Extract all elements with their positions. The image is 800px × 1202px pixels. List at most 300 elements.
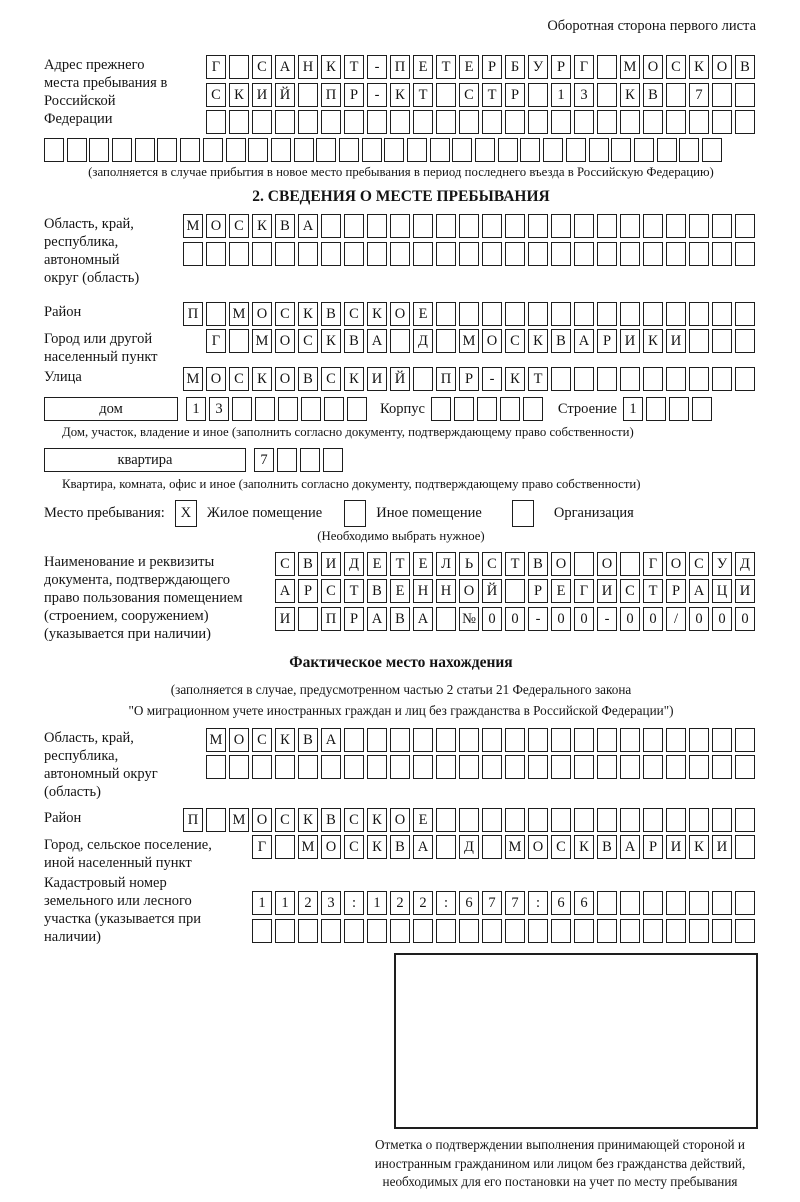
char-cell[interactable]: - bbox=[528, 607, 548, 631]
char-cell[interactable]: Р bbox=[482, 55, 502, 79]
char-cell[interactable] bbox=[229, 242, 249, 266]
char-cell[interactable] bbox=[459, 755, 479, 779]
char-cell[interactable]: П bbox=[321, 607, 341, 631]
char-cell[interactable] bbox=[735, 110, 755, 134]
char-cell[interactable] bbox=[67, 138, 87, 162]
char-cell[interactable] bbox=[321, 755, 341, 779]
char-cell[interactable]: О bbox=[712, 55, 732, 79]
char-cell[interactable] bbox=[735, 728, 755, 752]
char-cell[interactable] bbox=[666, 242, 686, 266]
char-cell[interactable] bbox=[551, 808, 571, 832]
char-cell[interactable]: О bbox=[597, 552, 617, 576]
char-cell[interactable] bbox=[275, 755, 295, 779]
char-cell[interactable] bbox=[413, 755, 433, 779]
char-cell[interactable] bbox=[505, 919, 525, 943]
char-cell[interactable] bbox=[669, 397, 689, 421]
char-cell[interactable] bbox=[482, 214, 502, 238]
char-cell[interactable] bbox=[413, 214, 433, 238]
char-cell[interactable]: Н bbox=[436, 579, 456, 603]
char-cell[interactable]: А bbox=[275, 579, 295, 603]
char-cell[interactable] bbox=[321, 214, 341, 238]
char-cell[interactable]: Д bbox=[735, 552, 755, 576]
char-cell[interactable] bbox=[459, 110, 479, 134]
char-cell[interactable]: П bbox=[183, 808, 203, 832]
char-cell[interactable]: А bbox=[321, 728, 341, 752]
char-cell[interactable]: О bbox=[390, 808, 410, 832]
char-cell[interactable]: Т bbox=[482, 83, 502, 107]
char-cell[interactable] bbox=[574, 242, 594, 266]
char-cell[interactable] bbox=[112, 138, 132, 162]
char-cell[interactable] bbox=[689, 728, 709, 752]
char-cell[interactable]: С bbox=[275, 302, 295, 326]
char-cell[interactable]: А bbox=[620, 835, 640, 859]
char-cell[interactable] bbox=[689, 891, 709, 915]
char-cell[interactable] bbox=[367, 110, 387, 134]
char-cell[interactable] bbox=[436, 242, 456, 266]
char-cell[interactable] bbox=[344, 242, 364, 266]
char-cell[interactable] bbox=[344, 214, 364, 238]
char-cell[interactable]: В bbox=[528, 552, 548, 576]
stay-type-checkbox-organization[interactable] bbox=[512, 500, 534, 527]
char-cell[interactable]: В bbox=[321, 302, 341, 326]
char-cell[interactable] bbox=[643, 808, 663, 832]
char-cell[interactable]: С bbox=[275, 808, 295, 832]
char-cell[interactable] bbox=[135, 138, 155, 162]
char-cell[interactable]: В bbox=[275, 214, 295, 238]
char-cell[interactable] bbox=[252, 110, 272, 134]
char-cell[interactable]: 3 bbox=[321, 891, 341, 915]
char-cell[interactable] bbox=[344, 919, 364, 943]
char-cell[interactable] bbox=[180, 138, 200, 162]
char-cell[interactable] bbox=[390, 214, 410, 238]
char-cell[interactable] bbox=[229, 755, 249, 779]
char-cell[interactable]: Е bbox=[551, 579, 571, 603]
char-cell[interactable] bbox=[735, 755, 755, 779]
char-cell[interactable] bbox=[666, 919, 686, 943]
char-cell[interactable]: - bbox=[597, 607, 617, 631]
char-cell[interactable]: 1 bbox=[623, 397, 643, 421]
char-cell[interactable] bbox=[505, 755, 525, 779]
char-cell[interactable]: Й bbox=[275, 83, 295, 107]
char-cell[interactable]: К bbox=[252, 367, 272, 391]
char-cell[interactable] bbox=[620, 755, 640, 779]
char-cell[interactable]: М bbox=[183, 214, 203, 238]
char-cell[interactable] bbox=[275, 919, 295, 943]
char-cell[interactable] bbox=[689, 242, 709, 266]
char-cell[interactable]: П bbox=[436, 367, 456, 391]
char-cell[interactable] bbox=[679, 138, 699, 162]
char-cell[interactable]: О bbox=[643, 55, 663, 79]
char-cell[interactable] bbox=[620, 808, 640, 832]
char-cell[interactable]: 0 bbox=[689, 607, 709, 631]
char-cell[interactable] bbox=[597, 110, 617, 134]
char-cell[interactable] bbox=[528, 808, 548, 832]
char-cell[interactable] bbox=[275, 110, 295, 134]
char-cell[interactable]: В bbox=[344, 329, 364, 353]
char-cell[interactable] bbox=[347, 397, 367, 421]
char-cell[interactable] bbox=[551, 728, 571, 752]
char-cell[interactable] bbox=[436, 919, 456, 943]
char-cell[interactable] bbox=[367, 242, 387, 266]
char-cell[interactable]: С bbox=[459, 83, 479, 107]
char-cell[interactable]: О bbox=[666, 552, 686, 576]
char-cell[interactable]: 1 bbox=[252, 891, 272, 915]
char-cell[interactable] bbox=[689, 808, 709, 832]
char-cell[interactable] bbox=[689, 329, 709, 353]
char-cell[interactable] bbox=[528, 728, 548, 752]
char-cell[interactable] bbox=[666, 367, 686, 391]
char-cell[interactable]: Л bbox=[436, 552, 456, 576]
char-cell[interactable] bbox=[735, 835, 755, 859]
char-cell[interactable] bbox=[666, 728, 686, 752]
char-cell[interactable] bbox=[298, 110, 318, 134]
char-cell[interactable]: 0 bbox=[735, 607, 755, 631]
char-cell[interactable] bbox=[712, 728, 732, 752]
char-cell[interactable]: В bbox=[367, 579, 387, 603]
char-cell[interactable]: К bbox=[321, 55, 341, 79]
char-cell[interactable] bbox=[689, 919, 709, 943]
char-cell[interactable] bbox=[666, 891, 686, 915]
char-cell[interactable]: А bbox=[574, 329, 594, 353]
char-cell[interactable] bbox=[712, 367, 732, 391]
char-cell[interactable] bbox=[643, 302, 663, 326]
char-cell[interactable]: Е bbox=[390, 579, 410, 603]
char-cell[interactable] bbox=[574, 110, 594, 134]
char-cell[interactable] bbox=[574, 552, 594, 576]
char-cell[interactable]: Т bbox=[390, 552, 410, 576]
char-cell[interactable] bbox=[482, 808, 502, 832]
char-cell[interactable] bbox=[597, 214, 617, 238]
char-cell[interactable] bbox=[206, 302, 226, 326]
char-cell[interactable] bbox=[229, 329, 249, 353]
char-cell[interactable] bbox=[206, 242, 226, 266]
char-cell[interactable]: Т bbox=[528, 367, 548, 391]
char-cell[interactable] bbox=[436, 214, 456, 238]
char-cell[interactable] bbox=[505, 579, 525, 603]
char-cell[interactable] bbox=[339, 138, 359, 162]
char-cell[interactable]: 3 bbox=[209, 397, 229, 421]
char-cell[interactable]: Р bbox=[551, 55, 571, 79]
char-cell[interactable] bbox=[505, 214, 525, 238]
char-cell[interactable] bbox=[298, 919, 318, 943]
char-cell[interactable]: М bbox=[183, 367, 203, 391]
char-cell[interactable]: А bbox=[367, 607, 387, 631]
char-cell[interactable] bbox=[390, 329, 410, 353]
char-cell[interactable]: И bbox=[620, 329, 640, 353]
char-cell[interactable] bbox=[551, 214, 571, 238]
char-cell[interactable]: 7 bbox=[505, 891, 525, 915]
char-cell[interactable] bbox=[543, 138, 563, 162]
char-cell[interactable] bbox=[551, 302, 571, 326]
char-cell[interactable]: У bbox=[712, 552, 732, 576]
char-cell[interactable]: В bbox=[321, 808, 341, 832]
char-cell[interactable]: Р bbox=[597, 329, 617, 353]
char-cell[interactable]: О bbox=[275, 329, 295, 353]
char-cell[interactable]: Т bbox=[413, 83, 433, 107]
char-cell[interactable] bbox=[89, 138, 109, 162]
char-cell[interactable] bbox=[459, 214, 479, 238]
char-cell[interactable]: С bbox=[229, 367, 249, 391]
char-cell[interactable]: Й bbox=[482, 579, 502, 603]
char-cell[interactable]: И bbox=[321, 552, 341, 576]
char-cell[interactable] bbox=[44, 138, 64, 162]
char-cell[interactable]: К bbox=[321, 329, 341, 353]
char-cell[interactable] bbox=[574, 919, 594, 943]
char-cell[interactable] bbox=[482, 835, 502, 859]
char-cell[interactable] bbox=[520, 138, 540, 162]
char-cell[interactable]: К bbox=[298, 302, 318, 326]
char-cell[interactable]: В bbox=[298, 367, 318, 391]
char-cell[interactable] bbox=[206, 110, 226, 134]
char-cell[interactable] bbox=[712, 83, 732, 107]
char-cell[interactable] bbox=[528, 755, 548, 779]
char-cell[interactable] bbox=[390, 728, 410, 752]
char-cell[interactable] bbox=[574, 755, 594, 779]
char-cell[interactable] bbox=[528, 302, 548, 326]
char-cell[interactable] bbox=[643, 891, 663, 915]
char-cell[interactable]: И bbox=[367, 367, 387, 391]
char-cell[interactable] bbox=[323, 448, 343, 472]
char-cell[interactable]: К bbox=[390, 83, 410, 107]
char-cell[interactable]: 0 bbox=[505, 607, 525, 631]
char-cell[interactable]: О bbox=[229, 728, 249, 752]
char-cell[interactable]: А bbox=[275, 55, 295, 79]
char-cell[interactable]: П bbox=[183, 302, 203, 326]
char-cell[interactable] bbox=[551, 367, 571, 391]
char-cell[interactable] bbox=[712, 110, 732, 134]
char-cell[interactable] bbox=[712, 302, 732, 326]
char-cell[interactable] bbox=[597, 808, 617, 832]
char-cell[interactable] bbox=[321, 110, 341, 134]
char-cell[interactable] bbox=[367, 728, 387, 752]
char-cell[interactable]: М bbox=[620, 55, 640, 79]
char-cell[interactable] bbox=[735, 242, 755, 266]
char-cell[interactable] bbox=[413, 242, 433, 266]
char-cell[interactable]: И bbox=[666, 329, 686, 353]
char-cell[interactable] bbox=[255, 397, 275, 421]
char-cell[interactable] bbox=[321, 919, 341, 943]
char-cell[interactable]: 2 bbox=[413, 891, 433, 915]
char-cell[interactable]: Т bbox=[643, 579, 663, 603]
char-cell[interactable]: 1 bbox=[186, 397, 206, 421]
char-cell[interactable] bbox=[482, 919, 502, 943]
char-cell[interactable] bbox=[498, 138, 518, 162]
char-cell[interactable] bbox=[597, 728, 617, 752]
char-cell[interactable] bbox=[505, 302, 525, 326]
char-cell[interactable]: О bbox=[206, 214, 226, 238]
char-cell[interactable]: К bbox=[528, 329, 548, 353]
char-cell[interactable]: Т bbox=[344, 579, 364, 603]
char-cell[interactable] bbox=[505, 728, 525, 752]
char-cell[interactable] bbox=[620, 214, 640, 238]
char-cell[interactable]: В bbox=[643, 83, 663, 107]
char-cell[interactable] bbox=[367, 919, 387, 943]
char-cell[interactable] bbox=[666, 755, 686, 779]
char-cell[interactable] bbox=[611, 138, 631, 162]
char-cell[interactable]: Р bbox=[643, 835, 663, 859]
char-cell[interactable]: В bbox=[597, 835, 617, 859]
char-cell[interactable]: Р bbox=[528, 579, 548, 603]
char-cell[interactable]: 7 bbox=[254, 448, 274, 472]
char-cell[interactable] bbox=[278, 397, 298, 421]
char-cell[interactable] bbox=[252, 242, 272, 266]
char-cell[interactable] bbox=[436, 835, 456, 859]
char-cell[interactable] bbox=[589, 138, 609, 162]
char-cell[interactable]: № bbox=[459, 607, 479, 631]
char-cell[interactable] bbox=[597, 55, 617, 79]
char-cell[interactable] bbox=[436, 302, 456, 326]
char-cell[interactable] bbox=[413, 728, 433, 752]
char-cell[interactable]: Т bbox=[505, 552, 525, 576]
char-cell[interactable] bbox=[666, 808, 686, 832]
char-cell[interactable] bbox=[430, 138, 450, 162]
char-cell[interactable] bbox=[574, 214, 594, 238]
char-cell[interactable]: / bbox=[666, 607, 686, 631]
char-cell[interactable] bbox=[735, 329, 755, 353]
char-cell[interactable]: 0 bbox=[482, 607, 502, 631]
char-cell[interactable] bbox=[482, 755, 502, 779]
char-cell[interactable] bbox=[390, 919, 410, 943]
char-cell[interactable] bbox=[298, 83, 318, 107]
char-cell[interactable] bbox=[298, 607, 318, 631]
char-cell[interactable] bbox=[459, 808, 479, 832]
char-cell[interactable]: 1 bbox=[275, 891, 295, 915]
char-cell[interactable] bbox=[275, 242, 295, 266]
char-cell[interactable] bbox=[666, 110, 686, 134]
char-cell[interactable] bbox=[344, 110, 364, 134]
char-cell[interactable]: Д bbox=[459, 835, 479, 859]
char-cell[interactable] bbox=[436, 755, 456, 779]
char-cell[interactable]: С bbox=[252, 728, 272, 752]
char-cell[interactable]: М bbox=[459, 329, 479, 353]
char-cell[interactable] bbox=[574, 367, 594, 391]
char-cell[interactable]: Р bbox=[459, 367, 479, 391]
char-cell[interactable]: Е bbox=[367, 552, 387, 576]
char-cell[interactable] bbox=[454, 397, 474, 421]
char-cell[interactable]: 0 bbox=[712, 607, 732, 631]
char-cell[interactable]: К bbox=[229, 83, 249, 107]
char-cell[interactable]: Г bbox=[574, 579, 594, 603]
char-cell[interactable] bbox=[298, 755, 318, 779]
char-cell[interactable] bbox=[324, 397, 344, 421]
char-cell[interactable]: О bbox=[252, 302, 272, 326]
char-cell[interactable]: К bbox=[620, 83, 640, 107]
char-cell[interactable] bbox=[482, 302, 502, 326]
char-cell[interactable] bbox=[523, 397, 543, 421]
char-cell[interactable]: В bbox=[298, 552, 318, 576]
char-cell[interactable] bbox=[597, 242, 617, 266]
char-cell[interactable] bbox=[597, 83, 617, 107]
char-cell[interactable] bbox=[390, 242, 410, 266]
char-cell[interactable]: Р bbox=[298, 579, 318, 603]
char-cell[interactable]: Г bbox=[574, 55, 594, 79]
char-cell[interactable] bbox=[634, 138, 654, 162]
char-cell[interactable] bbox=[477, 397, 497, 421]
char-cell[interactable] bbox=[551, 242, 571, 266]
char-cell[interactable]: К bbox=[298, 808, 318, 832]
char-cell[interactable] bbox=[702, 138, 722, 162]
char-cell[interactable]: С bbox=[551, 835, 571, 859]
char-cell[interactable]: С bbox=[620, 579, 640, 603]
char-cell[interactable] bbox=[643, 242, 663, 266]
char-cell[interactable] bbox=[206, 808, 226, 832]
char-cell[interactable] bbox=[689, 214, 709, 238]
char-cell[interactable] bbox=[413, 367, 433, 391]
char-cell[interactable]: Р bbox=[666, 579, 686, 603]
char-cell[interactable]: Ь bbox=[459, 552, 479, 576]
char-cell[interactable] bbox=[362, 138, 382, 162]
char-cell[interactable]: И bbox=[735, 579, 755, 603]
stay-type-checkbox-other[interactable] bbox=[344, 500, 366, 527]
char-cell[interactable]: 7 bbox=[482, 891, 502, 915]
char-cell[interactable] bbox=[183, 242, 203, 266]
char-cell[interactable] bbox=[301, 397, 321, 421]
char-cell[interactable] bbox=[689, 755, 709, 779]
char-cell[interactable] bbox=[620, 110, 640, 134]
char-cell[interactable] bbox=[344, 755, 364, 779]
char-cell[interactable]: С bbox=[298, 329, 318, 353]
char-cell[interactable]: К bbox=[689, 55, 709, 79]
char-cell[interactable]: И bbox=[252, 83, 272, 107]
char-cell[interactable]: П bbox=[390, 55, 410, 79]
char-cell[interactable] bbox=[689, 110, 709, 134]
char-cell[interactable]: И bbox=[597, 579, 617, 603]
char-cell[interactable]: 0 bbox=[620, 607, 640, 631]
char-cell[interactable]: С bbox=[275, 552, 295, 576]
char-cell[interactable]: В bbox=[551, 329, 571, 353]
char-cell[interactable]: С bbox=[252, 55, 272, 79]
stay-type-checkbox-residential[interactable]: X bbox=[175, 500, 197, 527]
char-cell[interactable] bbox=[390, 755, 410, 779]
char-cell[interactable]: С bbox=[344, 835, 364, 859]
char-cell[interactable]: 7 bbox=[689, 83, 709, 107]
char-cell[interactable] bbox=[597, 891, 617, 915]
char-cell[interactable]: Б bbox=[505, 55, 525, 79]
char-cell[interactable] bbox=[692, 397, 712, 421]
char-cell[interactable] bbox=[271, 138, 291, 162]
char-cell[interactable] bbox=[712, 214, 732, 238]
char-cell[interactable]: К bbox=[252, 214, 272, 238]
char-cell[interactable] bbox=[229, 55, 249, 79]
char-cell[interactable] bbox=[597, 919, 617, 943]
char-cell[interactable]: : bbox=[436, 891, 456, 915]
char-cell[interactable]: Е bbox=[459, 55, 479, 79]
char-cell[interactable]: К bbox=[505, 367, 525, 391]
char-cell[interactable]: О bbox=[459, 579, 479, 603]
char-cell[interactable] bbox=[436, 329, 456, 353]
char-cell[interactable]: С bbox=[666, 55, 686, 79]
char-cell[interactable]: К bbox=[689, 835, 709, 859]
char-cell[interactable]: 6 bbox=[574, 891, 594, 915]
char-cell[interactable]: П bbox=[321, 83, 341, 107]
char-cell[interactable] bbox=[436, 728, 456, 752]
char-cell[interactable]: К bbox=[643, 329, 663, 353]
char-cell[interactable]: Т bbox=[344, 55, 364, 79]
char-cell[interactable] bbox=[574, 808, 594, 832]
char-cell[interactable] bbox=[452, 138, 472, 162]
char-cell[interactable] bbox=[643, 919, 663, 943]
char-cell[interactable]: С bbox=[482, 552, 502, 576]
char-cell[interactable] bbox=[528, 242, 548, 266]
char-cell[interactable]: С bbox=[344, 808, 364, 832]
char-cell[interactable] bbox=[413, 110, 433, 134]
char-cell[interactable]: В bbox=[390, 835, 410, 859]
char-cell[interactable]: Е bbox=[413, 55, 433, 79]
char-cell[interactable]: С bbox=[321, 579, 341, 603]
char-cell[interactable]: И bbox=[666, 835, 686, 859]
char-cell[interactable] bbox=[597, 367, 617, 391]
char-cell[interactable] bbox=[459, 728, 479, 752]
